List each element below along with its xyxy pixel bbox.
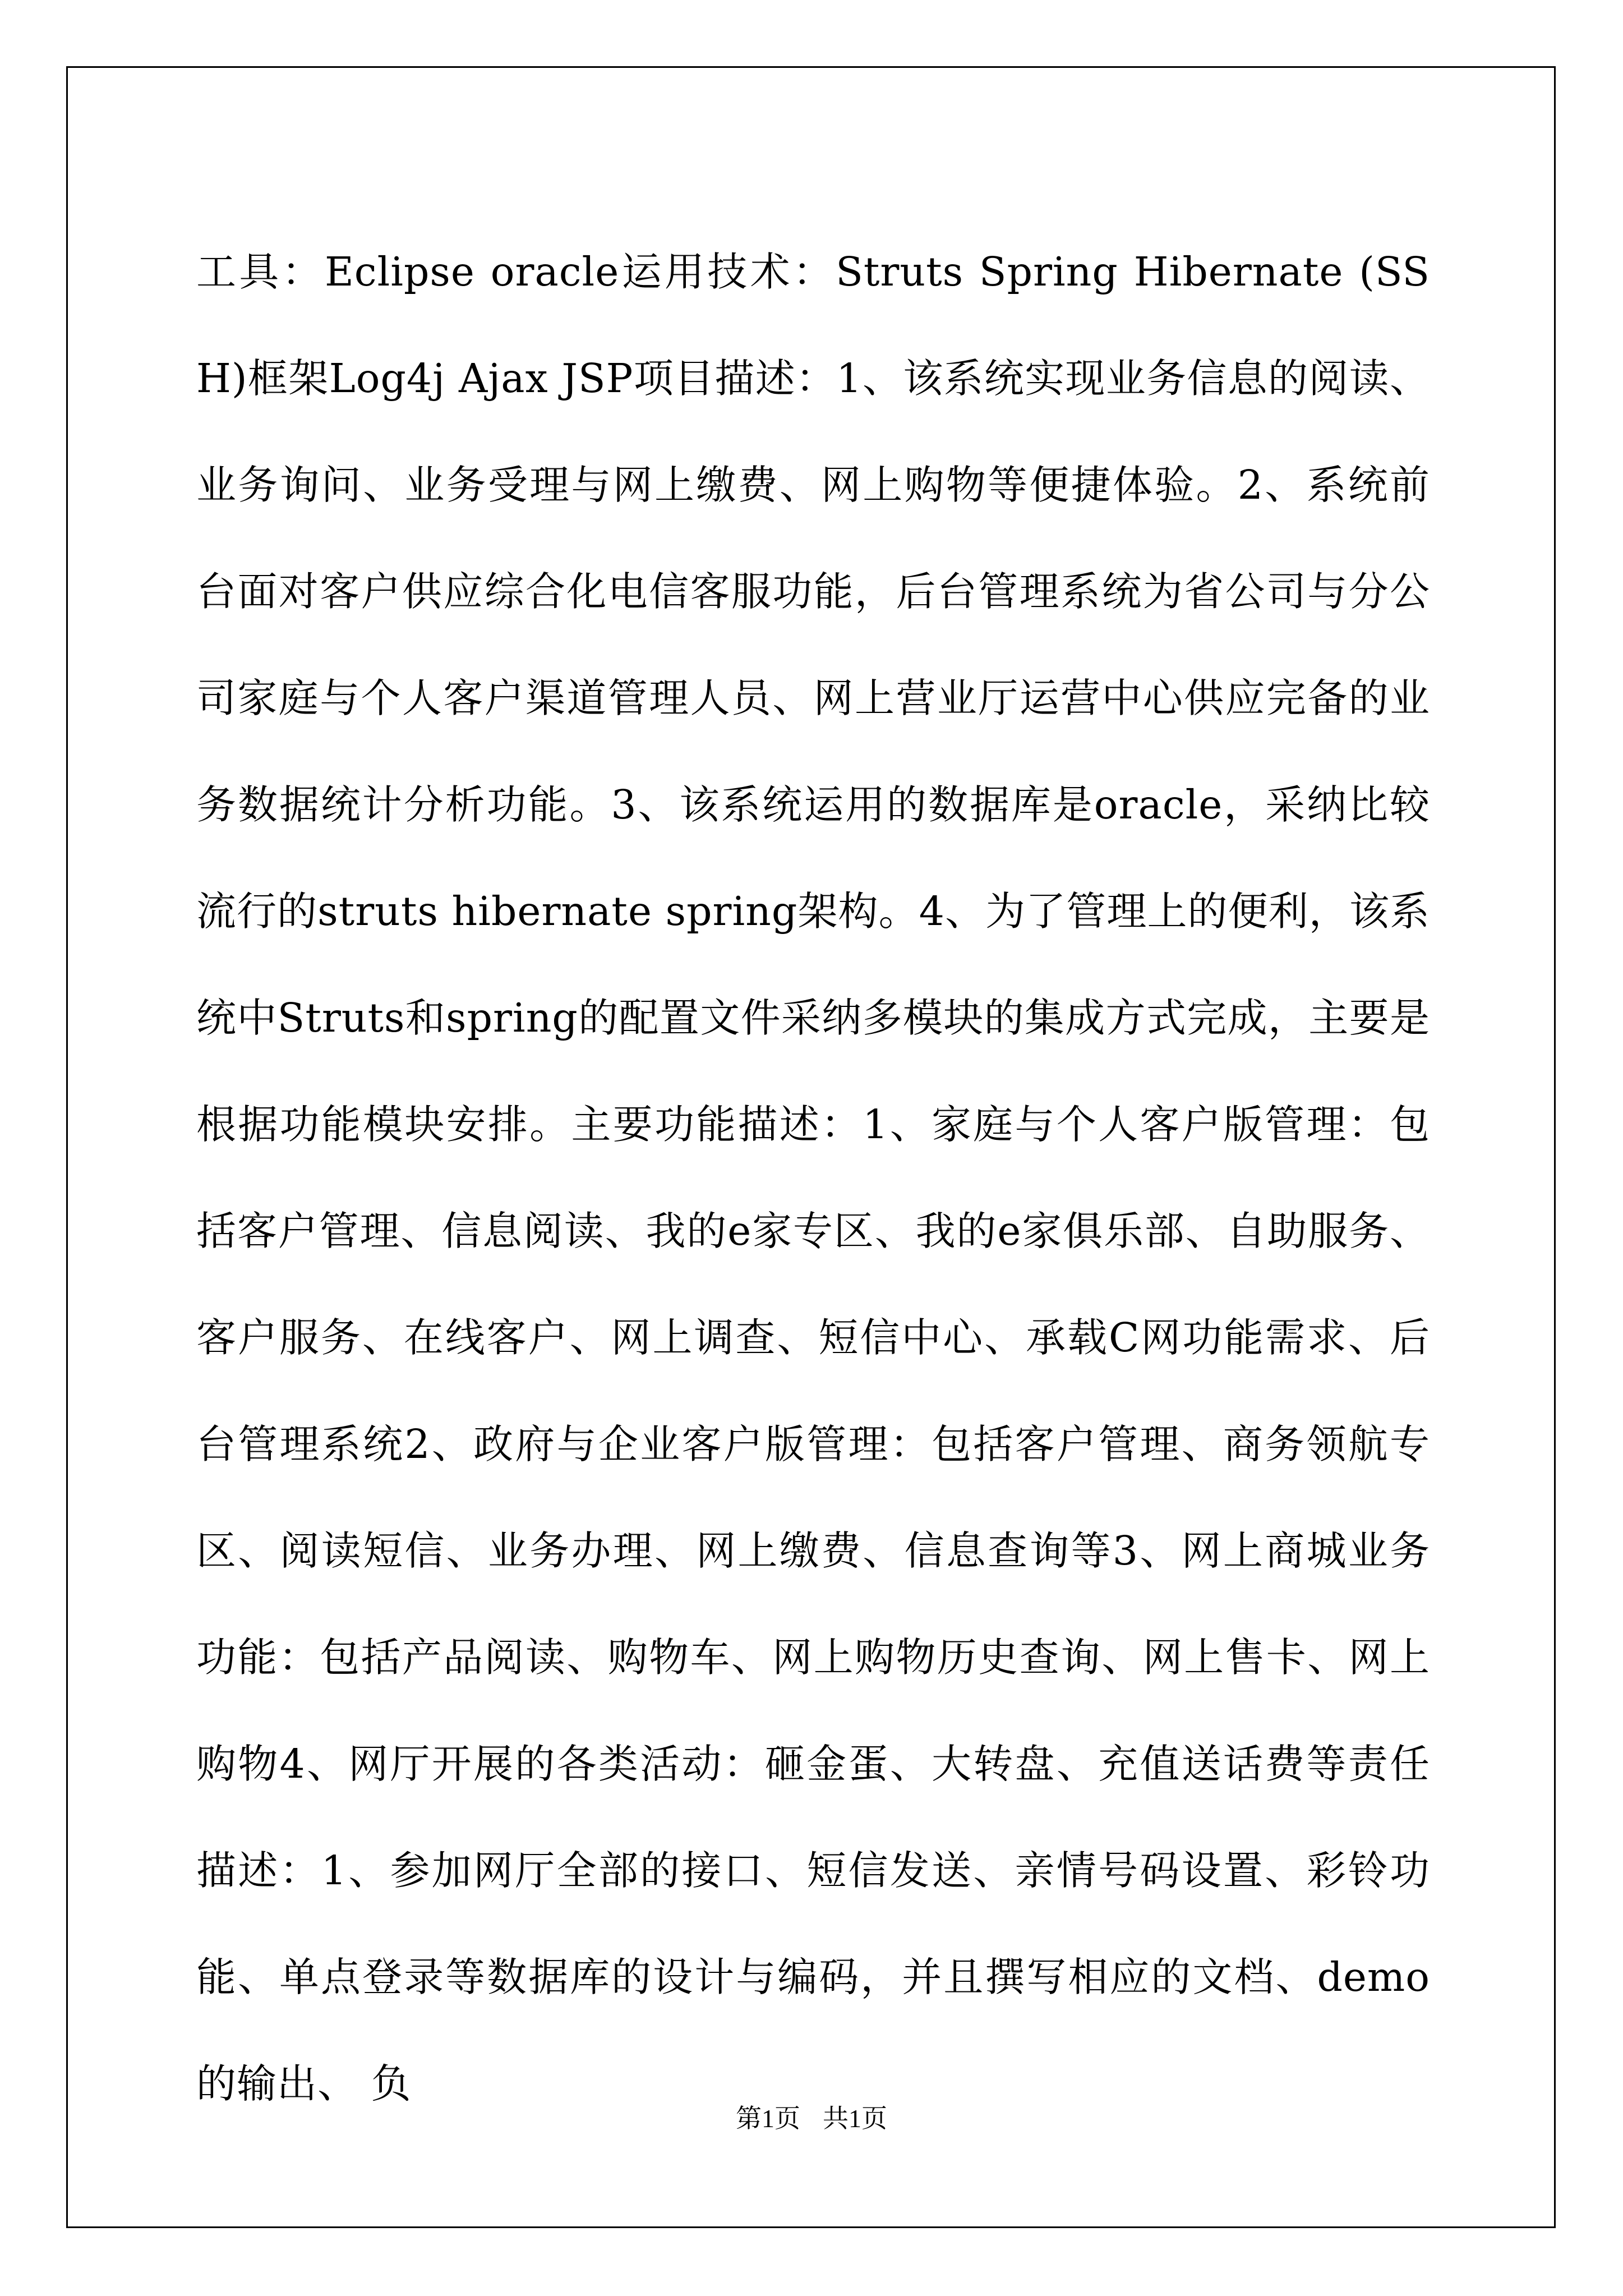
document-body: 工具：Eclipse oracle运用技术：Struts Spring Hibernate (SSH)框架Log4j Ajax JSP项目描述：1、该系统实现业务信息的阅读、业务询问、业务受理与网上缴费、网上购物等便捷体验。2、系统前台面对客户供应综合化电信客服功能，后台管理系统为省公司与分公司家庭与个人客户渠道管理人员、网上营业厅运营中心供应完备的业务数据统计分析功能。3、该系统运用的数据库是oracle，采纳比较流行的struts hibernate spring架构。4、为了管理上的便利，该系统中Struts和spring的配置文件采纳多模块的集成方式完成，主要是根据功能模块安排。主要功能描述：1、家庭与个人客户版管理：包括客户管理、信息阅读、我的e家专区、我的e家俱乐部、自助服务、客户服务、在线客户、网上调查、短信中心、承载C网功能需求、后台管理系统2、政府与企业客户版管理：包括客户管理、商务领航专区、阅读短信、业务办理、网上缴费、信息查询等3、网上商城业务功能：包括产品阅读、购物车、网上购物历史查询、网上售卡、网上购物4、网厅开展的各类活动：砸金蛋、大转盘、充值送话费等责任描述：1、参加网厅全部的接口、短信发送、亲情号码设置、彩铃功能、单点登录等数据库的设计与编码，并且撰写相应的文档、demo的输出、 负: [196, 249, 1430, 2107]
page-number: 第1页: [736, 2104, 800, 2133]
page-total: 共1页: [823, 2104, 887, 2133]
page-footer: [0, 2098, 1623, 2135]
